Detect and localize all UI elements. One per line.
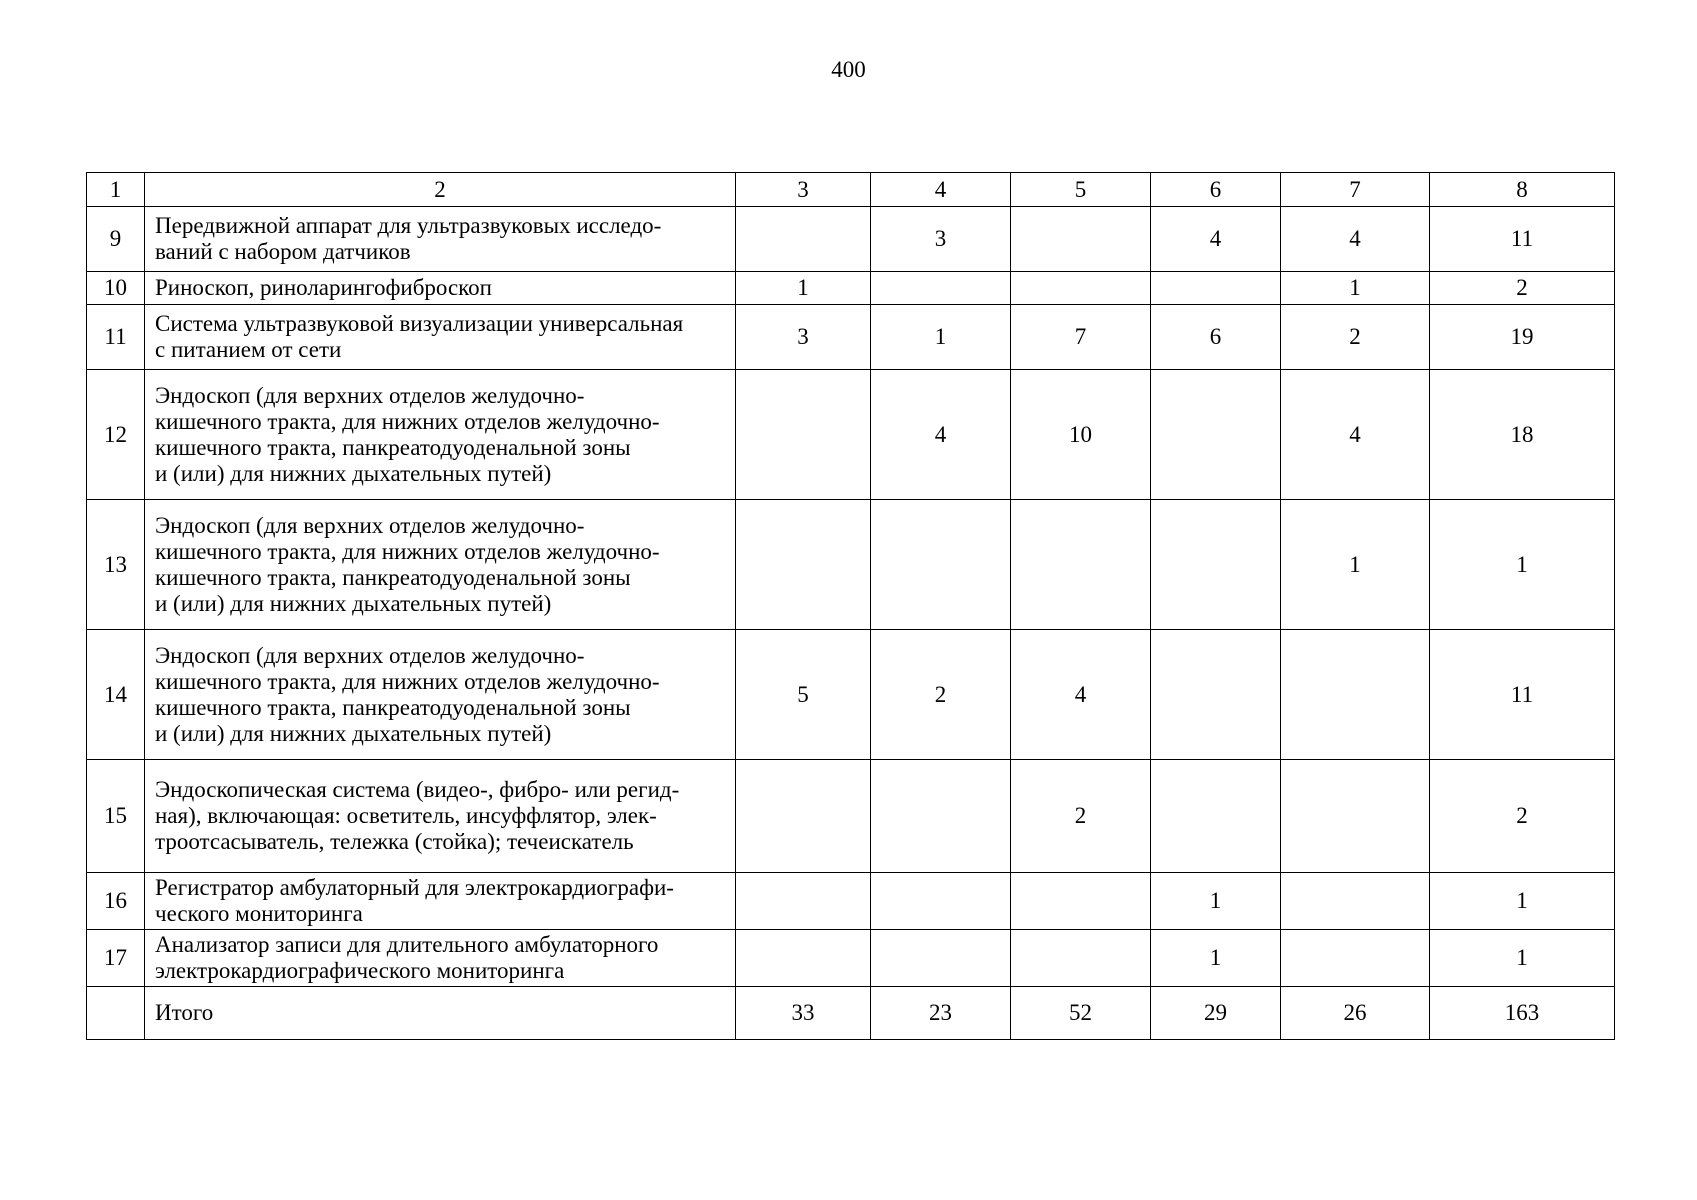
quantity-cell — [1151, 272, 1281, 305]
quantity-cell: 1 — [1430, 500, 1615, 630]
row-number-cell: 9 — [87, 207, 145, 272]
quantity-cell: 11 — [1430, 207, 1615, 272]
quantity-cell — [1011, 873, 1151, 930]
quantity-cell: 1 — [1281, 272, 1430, 305]
table-row — [87, 873, 1615, 930]
quantity-cell: 1 — [1151, 873, 1281, 930]
header-cell: 6 — [1151, 173, 1281, 207]
header-cell: 8 — [1430, 173, 1615, 207]
quantity-cell: 4 — [1151, 207, 1281, 272]
quantity-cell: 2 — [1281, 305, 1430, 370]
equipment-name-cell — [145, 370, 736, 500]
equipment-name-line: и (или) для нижних дыхательных путей) — [155, 590, 552, 616]
equipment-name-line: ческого мониторинга — [155, 901, 363, 926]
quantity-cell — [1151, 370, 1281, 500]
quantity-cell — [736, 370, 871, 500]
equipment-name-cell — [145, 305, 736, 370]
quantity-cell: 2 — [1011, 760, 1151, 873]
total-cell: 33 — [736, 987, 871, 1040]
quantity-cell: 1 — [1151, 930, 1281, 987]
equipment-name-line: кишечного тракта, для нижних отделов желудочно- — [155, 668, 660, 694]
quantity-cell — [1281, 930, 1430, 987]
quantity-cell — [1011, 500, 1151, 630]
equipment-name-line: Эндоскоп (для верхних отделов желудочно- — [155, 512, 585, 538]
quantity-cell — [736, 500, 871, 630]
total-cell: 29 — [1151, 987, 1281, 1040]
quantity-cell: 4 — [1011, 630, 1151, 760]
quantity-cell: 2 — [1430, 272, 1615, 305]
header-cell: 7 — [1281, 173, 1430, 207]
equipment-name-line: кишечного тракта, панкреатодуоденальной зоны — [155, 694, 631, 720]
row-number-cell: 15 — [87, 760, 145, 873]
quantity-cell: 6 — [1151, 305, 1281, 370]
quantity-cell: 5 — [736, 630, 871, 760]
row-number-cell: 13 — [87, 500, 145, 630]
row-number-cell: 12 — [87, 370, 145, 500]
quantity-cell: 1 — [1281, 500, 1430, 630]
quantity-cell: 10 — [1011, 370, 1151, 500]
equipment-name-line: ная), включающая: осветитель, инсуффлятор, элек- — [155, 803, 657, 828]
quantity-cell — [1281, 630, 1430, 760]
quantity-cell — [1011, 207, 1151, 272]
page-number: 400 — [831, 57, 866, 82]
quantity-cell: 11 — [1430, 630, 1615, 760]
equipment-name-line: троотсасыватель, тележка (стойка); течеискатель — [155, 829, 634, 854]
total-label: Итого — [145, 987, 736, 1040]
equipment-name-line: кишечного тракта, для нижних отделов желудочно- — [155, 408, 660, 434]
quantity-cell — [871, 272, 1011, 305]
table-row — [87, 305, 1615, 370]
equipment-name-line: кишечного тракта, панкреатодуоденальной зоны — [155, 564, 631, 590]
quantity-cell: 1 — [736, 272, 871, 305]
quantity-cell: 2 — [1430, 760, 1615, 873]
quantity-cell: 18 — [1430, 370, 1615, 500]
table-row — [87, 760, 1615, 873]
quantity-cell — [1281, 873, 1430, 930]
quantity-cell — [1151, 500, 1281, 630]
quantity-cell — [871, 500, 1011, 630]
quantity-cell: 1 — [871, 305, 1011, 370]
quantity-cell — [1011, 930, 1151, 987]
equipment-name-cell — [145, 630, 736, 760]
equipment-name-line: Регистратор амбулаторный для электрокардиографи- — [155, 875, 674, 900]
header-cell: 1 — [87, 173, 145, 207]
equipment-name-line: Эндоскоп (для верхних отделов желудочно- — [155, 642, 585, 668]
equipment-name-line: Риноскоп, риноларингофиброскоп — [155, 275, 492, 300]
quantity-cell: 4 — [871, 370, 1011, 500]
total-row — [87, 987, 1615, 1040]
quantity-cell — [736, 207, 871, 272]
equipment-name-cell — [145, 500, 736, 630]
equipment-name-cell — [145, 272, 736, 305]
quantity-cell: 4 — [1281, 207, 1430, 272]
quantity-cell — [736, 930, 871, 987]
quantity-cell — [736, 760, 871, 873]
quantity-cell — [871, 760, 1011, 873]
equipment-table — [86, 172, 1615, 1040]
table-row — [87, 272, 1615, 305]
total-cell: 163 — [1430, 987, 1615, 1040]
total-cell: 23 — [871, 987, 1011, 1040]
quantity-cell — [736, 873, 871, 930]
quantity-cell — [1151, 760, 1281, 873]
table-row — [87, 207, 1615, 272]
quantity-cell: 3 — [871, 207, 1011, 272]
equipment-name-line: ваний с набором датчиков — [155, 239, 411, 264]
header-row — [87, 173, 1615, 207]
total-cell: 52 — [1011, 987, 1151, 1040]
equipment-name-line: кишечного тракта, для нижних отделов желудочно- — [155, 538, 660, 564]
quantity-cell: 7 — [1011, 305, 1151, 370]
equipment-name-line: с питанием от сети — [155, 337, 342, 362]
equipment-name-cell — [145, 760, 736, 873]
equipment-name-line: Система ультразвуковой визуализации универсальная — [155, 311, 684, 336]
table-row — [87, 630, 1615, 760]
table-row — [87, 500, 1615, 630]
equipment-name-line: и (или) для нижних дыхательных путей) — [155, 720, 552, 746]
equipment-name-line: Эндоскопическая система (видео-, фибро- или регид- — [155, 777, 680, 802]
equipment-name-cell — [145, 930, 736, 987]
total-cell: 26 — [1281, 987, 1430, 1040]
table-row — [87, 930, 1615, 987]
total-number-cell — [87, 987, 145, 1040]
equipment-name-line: Передвижной аппарат для ультразвуковых исследо- — [155, 213, 662, 238]
quantity-cell: 19 — [1430, 305, 1615, 370]
header-cell: 2 — [145, 173, 736, 207]
quantity-cell: 2 — [871, 630, 1011, 760]
header-cell: 3 — [736, 173, 871, 207]
table-row — [87, 370, 1615, 500]
equipment-name-line: и (или) для нижних дыхательных путей) — [155, 460, 552, 486]
row-number-cell: 10 — [87, 272, 145, 305]
quantity-cell: 3 — [736, 305, 871, 370]
quantity-cell: 4 — [1281, 370, 1430, 500]
equipment-name-line: Анализатор записи для длительного амбулаторного — [155, 932, 659, 957]
row-number-cell: 11 — [87, 305, 145, 370]
quantity-cell — [1281, 760, 1430, 873]
header-cell: 5 — [1011, 173, 1151, 207]
header-cell: 4 — [871, 173, 1011, 207]
quantity-cell: 1 — [1430, 930, 1615, 987]
quantity-cell — [871, 873, 1011, 930]
quantity-cell: 1 — [1430, 873, 1615, 930]
quantity-cell — [871, 930, 1011, 987]
row-number-cell: 14 — [87, 630, 145, 760]
row-number-cell: 17 — [87, 930, 145, 987]
quantity-cell — [1151, 630, 1281, 760]
equipment-name-line: кишечного тракта, панкреатодуоденальной зоны — [155, 434, 631, 460]
row-number-cell: 16 — [87, 873, 145, 930]
quantity-cell — [1011, 272, 1151, 305]
equipment-name-line: электрокардиографического мониторинга — [155, 958, 565, 983]
equipment-name-line: Эндоскоп (для верхних отделов желудочно- — [155, 382, 585, 408]
equipment-name-cell — [145, 873, 736, 930]
equipment-name-cell — [145, 207, 736, 272]
